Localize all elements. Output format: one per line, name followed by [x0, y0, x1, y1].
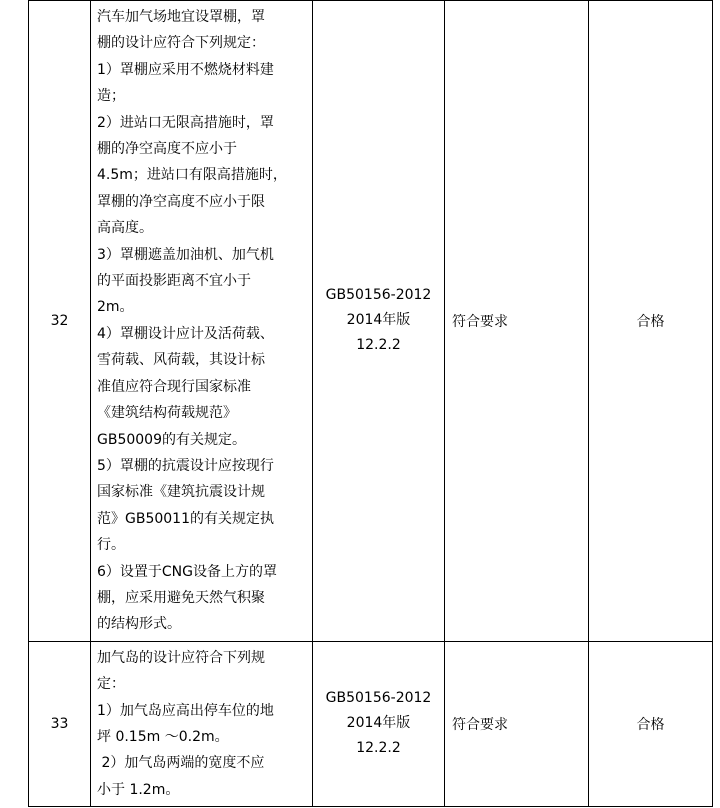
finding-text: 符合要求: [445, 1, 589, 642]
requirement-line: 2）加气岛两端的宽度不应: [97, 755, 265, 772]
basis-standard: GB50156-2012: [325, 287, 432, 304]
requirement-line: 3）罩棚遮盖加油机、加气机: [97, 246, 274, 263]
requirement-line: 1）加气岛应高出停车位的地: [97, 702, 274, 719]
requirement-line: 棚，应采用避免天然气积聚: [97, 589, 265, 606]
item-number: 33: [29, 641, 91, 806]
basis-reference: [313, 1, 445, 642]
requirement-line: 2m。: [97, 299, 134, 316]
requirement-line: 国家标准《建筑抗震设计规: [97, 484, 265, 501]
requirement-line: 棚的净空高度不应小于: [97, 141, 237, 158]
requirement-line: 罩棚的净空高度不应小于限: [97, 193, 265, 210]
requirement-line: 4）罩棚设计应计及活荷载、: [97, 325, 274, 342]
table-row: [29, 641, 713, 806]
requirement-line: 1）罩棚应采用不燃烧材料建: [97, 61, 274, 78]
requirement-line: 小于 1.2m。: [97, 781, 180, 798]
requirement-line: 定：: [97, 676, 125, 693]
requirement-line: GB50009的有关规定。: [97, 431, 246, 448]
requirement-line: 准值应符合现行国家标准: [97, 378, 251, 395]
requirement-text: [91, 641, 313, 806]
result-text: 合格: [589, 1, 713, 642]
requirement-line: 棚的设计应符合下列规定：: [97, 35, 265, 52]
basis-edition: 2014年版: [346, 715, 411, 732]
requirement-line: 的结构形式。: [97, 616, 181, 633]
requirement-line: 雪荷载、风荷载，其设计标: [97, 352, 265, 369]
basis-reference: [313, 641, 445, 806]
basis-clause: 12.2.2: [356, 740, 401, 757]
requirement-line: 4.5m；进站口有限高措施时，: [97, 167, 287, 184]
item-number: 32: [29, 1, 91, 642]
requirement-line: 的平面投影距离不宜小于: [97, 273, 251, 290]
requirement-line: 2）进站口无限高措施时，罩: [97, 114, 274, 131]
basis-edition: 2014年版: [346, 312, 411, 329]
requirement-line: 5）罩棚的抗震设计应按现行: [97, 457, 274, 474]
requirement-line: 《建筑结构荷载规范》: [97, 405, 237, 422]
requirement-line: 行。: [97, 537, 125, 554]
requirement-line: 坪 0.15m ～0.2m。: [97, 728, 229, 745]
table-row: [29, 1, 713, 642]
requirement-text: [91, 1, 313, 642]
requirement-line: 加气岛的设计应符合下列规: [97, 649, 265, 666]
basis-clause: 12.2.2: [356, 337, 401, 354]
inspection-table: [28, 0, 713, 807]
requirement-line: 6）设置于CNG设备上方的罩: [97, 563, 278, 580]
basis-standard: GB50156-2012: [325, 690, 432, 707]
result-text: 合格: [589, 641, 713, 806]
requirement-line: 范》GB50011的有关规定执: [97, 510, 274, 527]
requirement-line: 造；: [97, 88, 125, 105]
finding-text: 符合要求: [445, 641, 589, 806]
requirement-line: 高高度。: [97, 220, 153, 237]
requirement-line: 汽车加气场地宜设罩棚，罩: [97, 9, 265, 25]
